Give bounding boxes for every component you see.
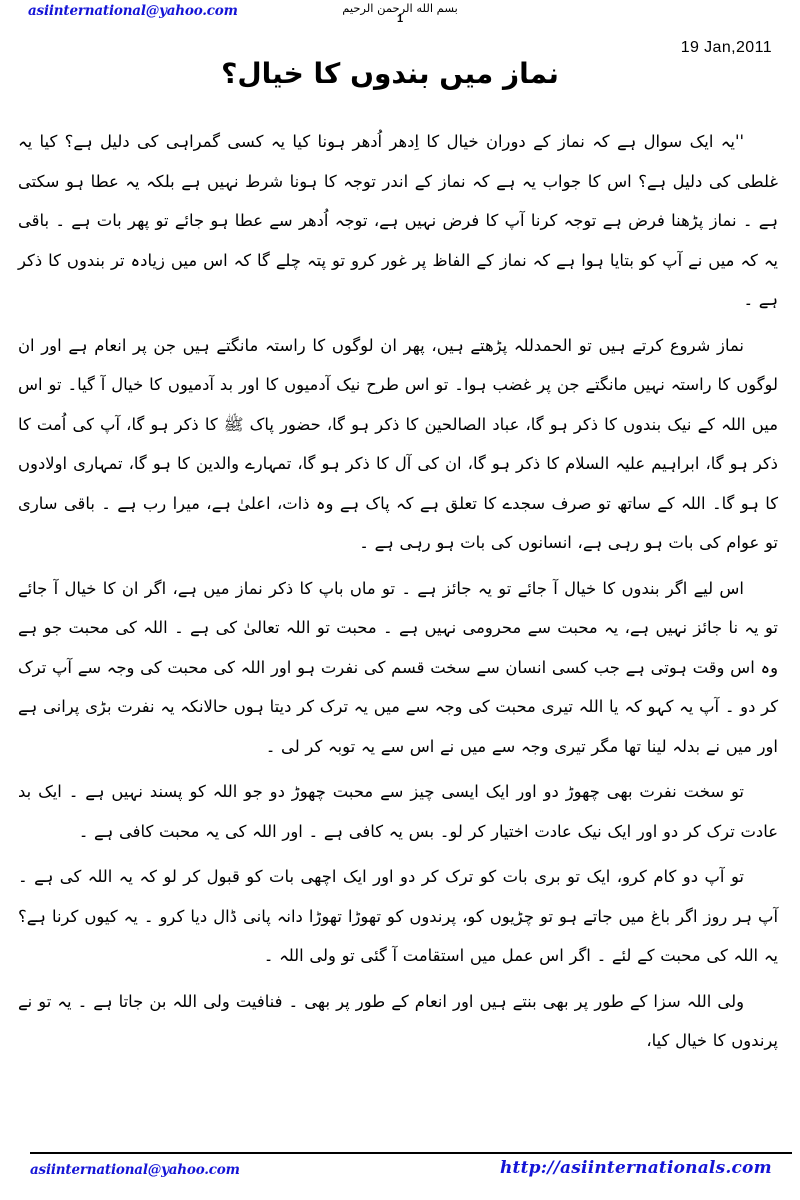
body-paragraph-5: تو آپ دو کام کرو، ایک تو بری بات کو ترک کر دو اور ایک اچھی بات کو قبول کر لو کہ یہ اللہ کی ہے ۔ آپ ہر روز اگر باغ میں جاتے ہو تو چڑیوں کو، پرندوں کو تھوڑا تھوڑا دانہ پانی ڈال دیا کرو ۔ یہ کیوں کرنا ہے؟ یہ اللہ کی محبت کے لئے ۔ اگر اس عمل میں استقامت آ گئی تو ولی اللہ ۔ bbox=[18, 867, 778, 965]
page-header bbox=[0, 0, 800, 118]
page-footer bbox=[0, 1152, 800, 1200]
page-number: 1 bbox=[396, 13, 404, 25]
body-paragraph-4: تو سخت نفرت بھی چھوڑ دو اور ایک ایسی چیز سے محبت چھوڑ دو جو اللہ کو پسند نہیں ہے ۔ ایک بد عادت ترک کر دو اور ایک نیک عادت اختیار کر لو۔ بس یہ کافی ہے ۔ اور اللہ کی یہ محبت کافی ہے ۔ bbox=[18, 782, 778, 841]
bismillah-text: بسم الله الرحمن الرحيم bbox=[342, 1, 458, 15]
body-paragraph-2: نماز شروع کرتے ہیں تو الحمدللہ پڑھتے ہیں، پھر ان لوگوں کا راستہ مانگتے ہیں جن پر انعام ہے اور ان لوگوں کا راستہ نہیں مانگتے جن پر غضب ہوا۔ تو اس طرح نیک آدمیوں کا اور بد آدمیوں کا خیال آ گیا۔ تو اس میں اللہ کے نیک بندوں کا ذکر ہو گا، عباد الصالحین کا ذکر ہو گا، حضور پاک ﷺ کا ذکر ہو گا، آپ کی اُمت کا ذکر ہو گا، ابراہیم علیہ السلام کا ذکر ہو گا، ان کی آل کا ذکر ہو گا، تمہارے والدین کا ہو گا، تمہاری اولادوں کا ہو گا۔ اللہ کے ساتھ تو صرف سجدے کا تعلق ہے کہ پاک ہے وہ ذات، اعلیٰ ہے، میرا رب ہے ۔ باقی ساری تو عوام کی بات ہو رہی ہے، انسانوں کی بات ہو رہی ہے ۔ bbox=[18, 335, 778, 552]
header-email-address[interactable]: asiinternational@yahoo.com bbox=[28, 3, 238, 19]
footer-divider bbox=[30, 1152, 792, 1154]
document-date: 19 Jan,2011 bbox=[680, 39, 772, 56]
page-title: نماز میں بندوں کا خیال؟ bbox=[221, 56, 559, 90]
footer-email-address[interactable]: asiinternational@yahoo.com bbox=[30, 1162, 240, 1178]
body-paragraph-6: ولی اللہ سزا کے طور پر بھی بنتے ہیں اور انعام کے طور پر بھی ۔ فنافیت ولی اللہ بن جاتا ہے ۔ یہ تو نے پرندوں کا خیال کیا، bbox=[18, 991, 778, 1050]
body-paragraph-1: ''یہ ایک سوال ہے کہ نماز کے دوران خیال کا اِدھر اُدھر ہونا کیا یہ کسی گمراہی کی دلیل ہے؟ کیا یہ غلطی کی دلیل ہے؟ اس کا جواب یہ ہے کہ نماز کے اندر توجہ کا ہونا شرط نہیں ہے بلکہ یہ عطا ہو سکتی ہے ۔ نماز پڑھنا فرض ہے توجہ کرنا آپ کا فرض نہیں ہے، توجہ اُدھر سے عطا ہو جائے تو پھر بات ہے ۔ باقی یہ کہ میں نے آپ کو بتایا ہوا ہے کہ نماز کے الفاظ پر غور کرو تو پتہ چلے گا کہ اس میں زیادہ تر بندوں کا ذکر ہے ۔ bbox=[18, 132, 778, 309]
document-body bbox=[18, 122, 778, 1065]
body-paragraph-3: اس لیے اگر بندوں کا خیال آ جائے تو یہ جائز ہے ۔ تو ماں باپ کا ذکر نماز میں ہے، اگر ان کا خیال آ جائے تو یہ نا جائز نہیں ہے، یہ محبت سے محرومی نہیں ہے ۔ محبت تو اللہ تعالیٰ کی ہے ۔ اللہ کی محبت جو ہے وہ اس وقت ہوتی ہے جب کسی انسان سے سخت قسم کی نفرت ہو اور اللہ کی محبت کی وجہ سے آپ ترک کر دو ۔ آپ یہ کہو کہ یا اللہ تیری محبت کی وجہ سے میں یہ ترک کر دیتا ہوں حالانکہ یہ نفرت بڑی پرانی ہے اور میں نے بدلہ لینا تھا مگر تیری وجہ سے میں نے اس سے یہ توبہ کر لی ۔ bbox=[18, 578, 778, 756]
footer-website-url[interactable]: http://asiinternationals.com bbox=[500, 1158, 772, 1178]
